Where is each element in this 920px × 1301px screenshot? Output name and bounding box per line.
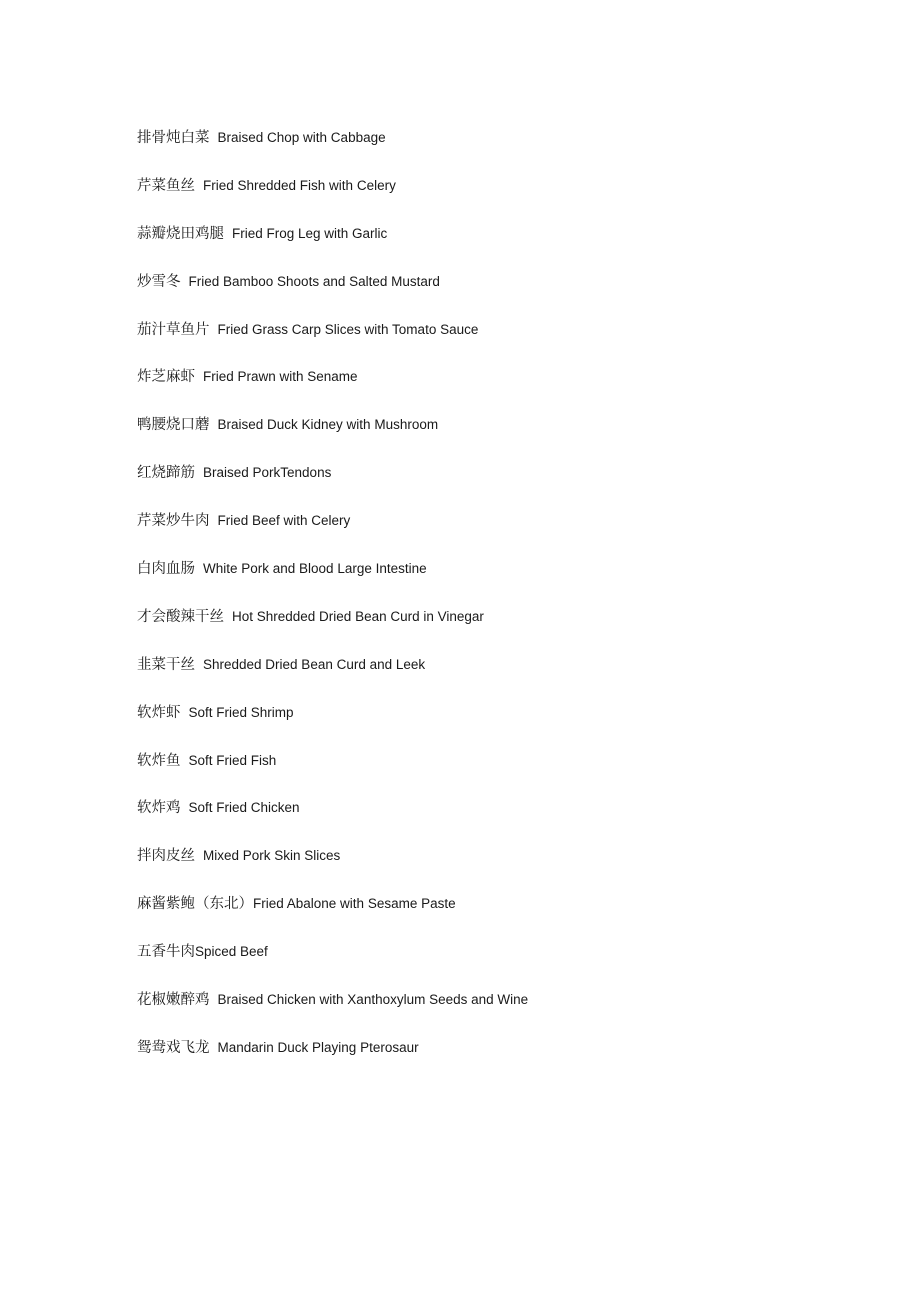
dish-name-chinese: 炒雪冬: [137, 273, 181, 290]
dish-name-english: Fried Abalone with Sesame Paste: [253, 896, 456, 912]
dish-name-separator: [181, 273, 189, 290]
menu-item: [137, 987, 528, 1035]
dish-name-english: Mixed Pork Skin Slices: [203, 848, 341, 864]
dish-name-chinese: 白肉血肠: [137, 561, 195, 578]
dish-name-english: Fried Grass Carp Slices with Tomato Sauce: [217, 321, 479, 337]
dish-name-chinese: 炸芝麻虾: [137, 369, 195, 386]
menu-item: [137, 939, 528, 987]
menu-item: [137, 795, 528, 843]
dish-name-chinese: 才会酸辣干丝: [137, 608, 224, 625]
dish-name-chinese: 芹菜炒牛肉: [137, 513, 210, 530]
dish-name-chinese: 拌肉皮丝: [137, 848, 195, 865]
menu-item: [137, 412, 528, 460]
dish-name-chinese: 麻酱紫鲍（东北）: [137, 896, 253, 913]
menu-item: [137, 843, 528, 891]
dish-name-english: Fried Shredded Fish with Celery: [203, 177, 396, 193]
dish-name-chinese: 软炸鸡: [137, 800, 181, 817]
menu-item: [137, 173, 528, 221]
menu-item: [137, 460, 528, 508]
dish-name-english: Shredded Dried Bean Curd and Leek: [203, 656, 426, 672]
dish-name-english: Soft Fried Shrimp: [188, 704, 294, 720]
dish-name-separator: [181, 799, 189, 816]
dish-name-separator: [195, 177, 203, 194]
menu-item: [137, 508, 528, 556]
dish-name-english: Fried Prawn with Sename: [203, 369, 358, 385]
dish-name-english: Fried Beef with Celery: [217, 513, 351, 529]
dish-name-english: Braised Chicken with Xanthoxylum Seeds and Wine: [217, 992, 529, 1008]
dish-name-separator: [210, 416, 218, 433]
dish-name-separator: [181, 704, 189, 721]
menu-item: [137, 1035, 528, 1083]
menu-item: [137, 891, 528, 939]
dish-name-separator: [210, 1039, 218, 1056]
dish-name-separator: [195, 560, 203, 577]
dish-name-separator: [224, 608, 232, 625]
dish-name-english: Soft Fried Fish: [188, 752, 277, 768]
menu-item: [137, 700, 528, 748]
dish-name-chinese: 芹菜鱼丝: [137, 177, 195, 194]
menu-item: [137, 556, 528, 604]
dish-name-english: Braised PorkTendons: [203, 465, 332, 481]
dish-name-separator: [195, 847, 203, 864]
dish-name-english: Spiced Beef: [195, 944, 268, 960]
dish-name-chinese: 红烧蹄筋: [137, 465, 195, 482]
menu-item: [137, 652, 528, 700]
menu-item: [137, 269, 528, 317]
dish-name-separator: [195, 464, 203, 481]
dish-name-english: Mandarin Duck Playing Pterosaur: [217, 1039, 419, 1055]
dish-name-chinese: 鸳鸯戏飞龙: [137, 1039, 210, 1056]
menu-item: [137, 364, 528, 412]
dish-name-separator: [210, 321, 218, 338]
dish-name-english: Braised Chop with Cabbage: [217, 130, 386, 145]
dish-name-english: Fried Frog Leg with Garlic: [232, 225, 388, 241]
menu-list: [137, 125, 528, 1083]
dish-name-english: Fried Bamboo Shoots and Salted Mustard: [188, 273, 440, 289]
dish-name-separator: [210, 512, 218, 529]
menu-item: [137, 221, 528, 269]
menu-item: [137, 748, 528, 796]
dish-name-chinese: 软炸鱼: [137, 752, 181, 769]
dish-name-separator: [195, 368, 203, 385]
dish-name-chinese: 花椒嫩醉鸡: [137, 992, 210, 1009]
dish-name-separator: [195, 656, 203, 673]
dish-name-separator: [181, 752, 189, 769]
menu-item: [137, 125, 528, 173]
dish-name-english: Hot Shredded Dried Bean Curd in Vinegar: [232, 608, 484, 624]
dish-name-chinese: 蒜瓣烧田鸡腿: [137, 225, 224, 242]
dish-name-chinese: 鸭腰烧口蘑: [137, 417, 210, 434]
dish-name-chinese: 五香牛肉: [137, 944, 195, 961]
dish-name-separator: [224, 225, 232, 242]
menu-item: [137, 317, 528, 365]
menu-item: [137, 604, 528, 652]
dish-name-separator: [210, 991, 218, 1008]
dish-name-english: Braised Duck Kidney with Mushroom: [217, 417, 439, 433]
dish-name-english: Soft Fried Chicken: [188, 800, 300, 816]
dish-name-english: White Pork and Blood Large Intestine: [203, 561, 427, 577]
dish-name-chinese: 韭菜干丝: [137, 656, 195, 673]
dish-name-chinese: 茄汁草鱼片: [137, 321, 210, 338]
dish-name-chinese: 排骨炖白菜: [137, 130, 210, 146]
dish-name-chinese: 软炸虾: [137, 704, 181, 721]
dish-name-separator: [210, 129, 218, 146]
